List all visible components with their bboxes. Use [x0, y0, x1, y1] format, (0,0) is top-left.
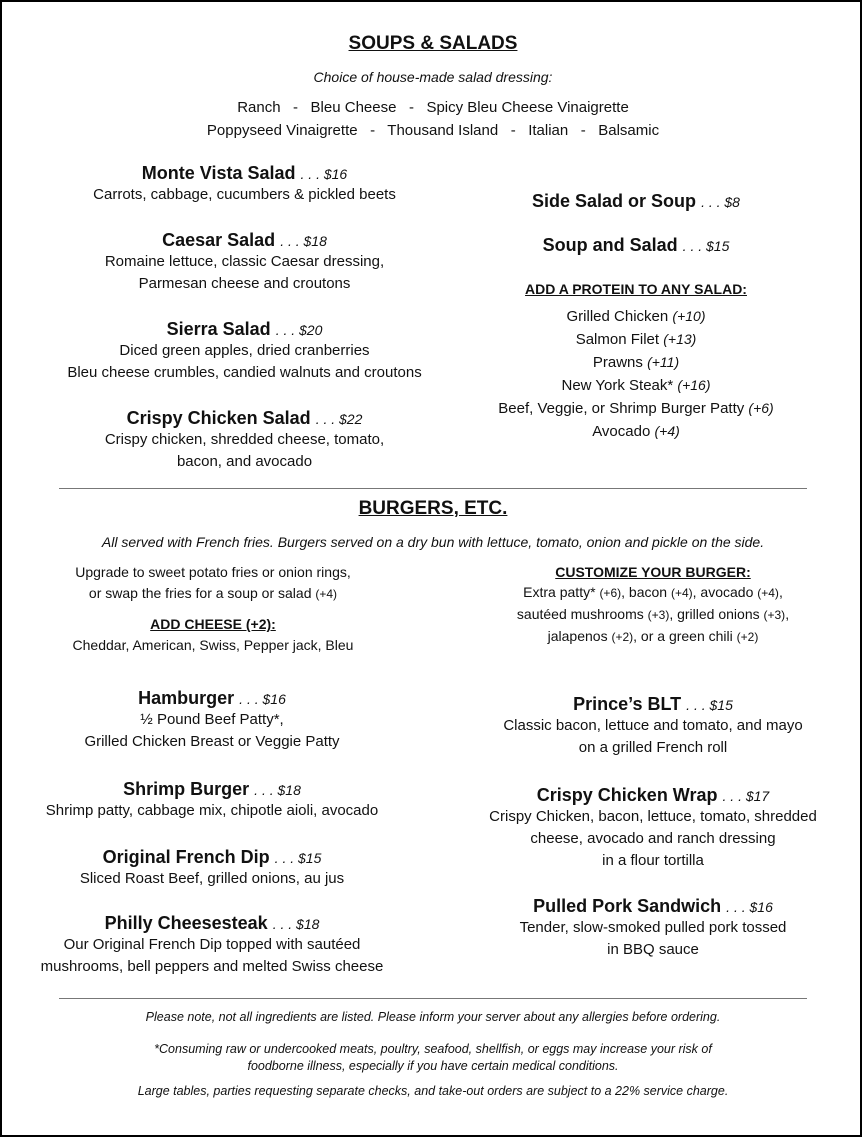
item-price: . . . $20	[275, 322, 323, 338]
menu-item	[12, 913, 412, 978]
item-price: . . . $22	[315, 411, 363, 427]
dressing-intro: Choice of house-made salad dressing:	[313, 69, 553, 85]
protein-price: (+6)	[748, 400, 774, 416]
item-description	[460, 917, 846, 961]
item-name	[460, 785, 846, 806]
item-name	[442, 191, 830, 212]
customize-option-text: , or a green chili	[633, 628, 737, 644]
menu-item	[12, 779, 412, 822]
protein-option	[442, 328, 830, 351]
customize-heading: CUSTOMIZE YOUR BURGER:	[555, 564, 751, 580]
customize-option-price: (+6)	[599, 586, 622, 600]
item-description-line: cheese, avocado and ranch dressing	[530, 830, 776, 847]
item-name	[460, 694, 846, 715]
customize-option-text: , bacon	[621, 584, 671, 600]
item-description-line: Carrots, cabbage, cucumbers & pickled beets	[93, 186, 396, 203]
item-description-line: Grilled Chicken Breast or Veggie Patty	[84, 733, 340, 750]
item-price: . . . $8	[701, 194, 740, 210]
consumption-line-1: *Consuming raw or undercooked meats, poultry, seafood, shellfish, or eggs may increase your risk of	[154, 1042, 712, 1056]
protein-option	[442, 397, 830, 420]
item-description	[12, 934, 412, 978]
item-name	[12, 913, 412, 934]
item-description-line: bacon, and avocado	[176, 453, 313, 470]
item-name-text: Shrimp Burger	[123, 779, 250, 799]
upgrade-price: (+4)	[315, 587, 338, 601]
menu-item	[460, 785, 846, 872]
item-name	[22, 319, 467, 340]
item-name	[12, 779, 412, 800]
protein-heading: ADD A PROTEIN TO ANY SALAD:	[525, 281, 747, 297]
item-description	[22, 251, 467, 295]
customize-option-price: (+4)	[670, 586, 693, 600]
item-description-line: in a flour tortilla	[602, 852, 704, 869]
item-price: . . . $18	[254, 782, 301, 798]
item-name	[12, 847, 412, 868]
menu-item	[442, 191, 830, 212]
item-price: . . . $18	[280, 233, 327, 249]
item-name	[12, 688, 412, 709]
menu-item	[12, 847, 412, 890]
menu-item	[442, 235, 830, 256]
item-name-text: Sierra Salad	[166, 319, 271, 339]
menu-item	[22, 408, 467, 473]
protein-name: Grilled Chicken	[566, 308, 669, 325]
upgrade-line-1: Upgrade to sweet potato fries or onion rings,	[75, 564, 351, 580]
menu-item	[22, 163, 467, 206]
item-description	[22, 429, 467, 473]
customize-option-price: (+2)	[611, 630, 634, 644]
protein-name: Beef, Veggie, or Shrimp Burger Patty	[498, 400, 745, 417]
item-name	[442, 235, 830, 256]
item-name-text: Philly Cheesesteak	[104, 913, 268, 933]
item-name-text: Crispy Chicken Wrap	[536, 785, 718, 805]
protein-price: (+16)	[677, 377, 711, 393]
consumption-warning	[2, 1041, 862, 1075]
menu-item	[460, 896, 846, 961]
item-description	[12, 709, 412, 753]
item-description-line: Our Original French Dip topped with sautéed	[63, 936, 361, 953]
item-name-text: Side Salad or Soup	[532, 191, 697, 211]
item-name	[22, 230, 467, 251]
customize-option-line	[460, 582, 846, 604]
item-description-line: mushrooms, bell peppers and melted Swiss cheese	[40, 958, 384, 975]
item-name-text: Soup and Salad	[542, 235, 678, 255]
dressing-list-line-2: Poppyseed Vinaigrette - Thousand Island - Italian - Balsamic	[206, 122, 660, 139]
customize-option-text: , avocado	[692, 584, 758, 600]
menu-item	[12, 688, 412, 753]
cheese-options: Cheddar, American, Swiss, Pepper jack, Bleu	[72, 637, 354, 653]
protein-name: Avocado	[592, 423, 651, 440]
item-description-line: in BBQ sauce	[607, 941, 699, 958]
item-description	[22, 184, 467, 206]
item-name-text: Hamburger	[138, 688, 235, 708]
customize-option-text: , grilled onions	[669, 606, 764, 622]
item-description	[22, 340, 467, 384]
item-description-line: Tender, slow-smoked pulled pork tossed	[519, 919, 787, 936]
protein-option	[442, 305, 830, 328]
item-description-line: ½ Pound Beef Patty*,	[140, 711, 284, 728]
customize-option-text: sautéed mushrooms	[516, 606, 648, 622]
item-description-line: Romaine lettuce, classic Caesar dressing,	[104, 253, 385, 270]
item-description	[460, 715, 846, 759]
consumption-line-2: foodborne illness, especially if you have certain medical conditions.	[247, 1059, 619, 1073]
item-description	[460, 806, 846, 872]
protein-option	[442, 351, 830, 374]
item-description-line: Crispy chicken, shredded cheese, tomato,	[104, 431, 385, 448]
item-price: . . . $16	[300, 166, 348, 182]
protein-option	[442, 420, 830, 443]
customize-option-line	[460, 626, 846, 648]
menu-item	[460, 694, 846, 759]
customize-option-line	[460, 604, 846, 626]
upgrade-line-2-text: or swap the fries for a soup or salad	[88, 585, 312, 601]
customize-option-price: (+4)	[757, 586, 779, 600]
item-description	[12, 868, 412, 890]
item-description-line: Sliced Roast Beef, grilled onions, au jus	[79, 870, 345, 887]
item-name	[460, 896, 846, 917]
upgrade-line-2	[22, 583, 404, 605]
protein-price: (+11)	[647, 354, 680, 370]
item-price: . . . $16	[726, 899, 773, 915]
item-name-text: Crispy Chicken Salad	[126, 408, 311, 428]
item-description-line: Diced green apples, dried cranberries	[119, 342, 370, 359]
allergy-note: Please note, not all ingredients are listed. Please inform your server about any allergies before ordering.	[145, 1010, 721, 1024]
item-price: . . . $18	[272, 916, 320, 932]
protein-name: Salmon Filet	[575, 331, 660, 348]
item-price: . . . $15	[686, 697, 733, 713]
item-description-line: Bleu cheese crumbles, candied walnuts and croutons	[67, 364, 422, 381]
section-divider	[59, 488, 807, 489]
customize-option-text: Extra patty*	[523, 584, 600, 600]
customize-option-text: jalapenos	[547, 628, 612, 644]
item-description-line: Classic bacon, lettuce and tomato, and mayo	[503, 717, 803, 734]
burgers-title: BURGERS, ETC.	[358, 498, 508, 519]
item-price: . . . $15	[682, 238, 730, 254]
menu-item	[22, 230, 467, 295]
item-name-text: Pulled Pork Sandwich	[533, 896, 722, 916]
item-description	[12, 800, 412, 822]
item-description-line: Crispy Chicken, bacon, lettuce, tomato, shredded	[489, 808, 817, 825]
footer-divider	[59, 998, 807, 999]
soups-salads-title: SOUPS & SALADS	[348, 33, 518, 54]
item-name-text: Caesar Salad	[162, 230, 276, 250]
item-price: . . . $17	[722, 788, 770, 804]
cheese-heading: ADD CHEESE (+2):	[150, 616, 276, 632]
upgrade-note	[22, 562, 404, 605]
customize-option-price: (+3)	[647, 608, 670, 622]
menu-item	[22, 319, 467, 384]
protein-price: (+13)	[663, 331, 697, 347]
protein-option	[442, 374, 830, 397]
item-description-line: on a grilled French roll	[578, 739, 728, 756]
item-name-text: Monte Vista Salad	[141, 163, 296, 183]
customize-list	[460, 582, 846, 648]
service-charge-note: Large tables, parties requesting separate checks, and take-out orders are subject to a 22% service charge.	[137, 1084, 729, 1098]
item-price: . . . $16	[239, 691, 286, 707]
item-name	[22, 408, 467, 429]
dressing-list-line-1: Ranch - Bleu Cheese - Spicy Bleu Cheese Vinaigrette	[237, 99, 629, 116]
customize-option-price: (+2)	[736, 630, 759, 644]
item-name	[22, 163, 467, 184]
protein-list	[442, 305, 830, 443]
burgers-intro: All served with French fries. Burgers served on a dry bun with lettuce, tomato, onion and pickle on the side.	[101, 534, 765, 550]
protein-name: New York Steak*	[561, 377, 674, 394]
protein-name: Prawns	[592, 354, 643, 371]
item-description-line: Parmesan cheese and croutons	[138, 275, 351, 292]
item-name-text: Original French Dip	[102, 847, 270, 867]
customize-option-text: ,	[785, 606, 790, 622]
item-name-text: Prince’s BLT	[573, 694, 682, 714]
protein-price: (+4)	[654, 423, 680, 439]
customize-option-text: ,	[778, 584, 783, 600]
item-price: . . . $15	[274, 850, 322, 866]
customize-option-price: (+3)	[763, 608, 786, 622]
item-description-line: Shrimp patty, cabbage mix, chipotle aioli, avocado	[45, 802, 379, 819]
protein-price: (+10)	[672, 308, 706, 324]
